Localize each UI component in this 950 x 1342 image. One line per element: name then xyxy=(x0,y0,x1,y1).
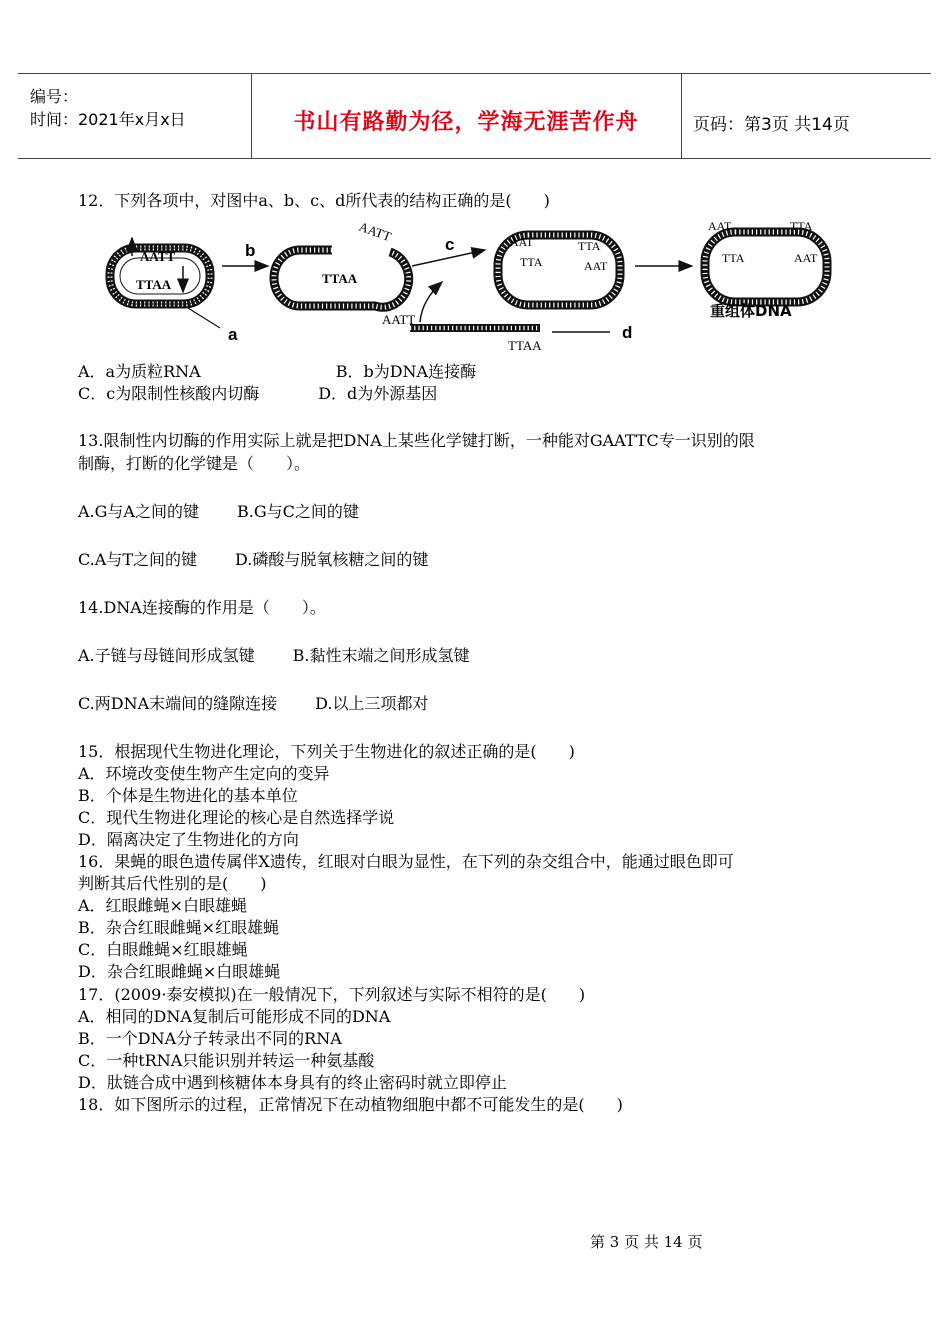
q14-opt-b: B.黏性末端之间形成氢键 xyxy=(292,646,470,665)
page-info: 页码：第3页 共14页 xyxy=(693,115,850,135)
seq-ttaa: TTAA xyxy=(136,277,172,292)
page-header xyxy=(18,73,931,159)
label-b: b xyxy=(245,241,256,260)
seq-ttaa-2: TTAA xyxy=(322,271,358,286)
q13-opt-d: D.磷酸与脱氧核糖之间的键 xyxy=(235,550,429,569)
q12-options-row2 xyxy=(78,384,437,404)
frag-right: TTAA xyxy=(508,338,542,353)
frag-left: AATT xyxy=(382,312,416,327)
ring-right-mid: AAT xyxy=(584,259,608,273)
motto: 书山有路勤为径，学海无涯苦作舟 xyxy=(293,110,639,135)
q13-opt-a: A.G与A之间的键 xyxy=(78,502,199,521)
q14-options-row2 xyxy=(78,694,429,714)
q12-opt-d: D．d为外源基因 xyxy=(318,384,438,403)
q16-opt-b: B．杂合红眼雌蝇×红眼雄蝇 xyxy=(78,918,280,937)
q17-opt-b: B．一个DNA分子转录出不同的RNA xyxy=(78,1029,342,1048)
q17-opt-c: C．一种tRNA只能识别并转运一种氨基酸 xyxy=(78,1051,375,1070)
q14-opt-c: C.两DNA末端间的缝隙连接 xyxy=(78,694,278,713)
q14-opt-d: D.以上三项都对 xyxy=(315,694,429,713)
q16-stem-1: 16．果蝇的眼色遗传属伴X遗传，红眼对白眼为显性，在下列的杂交组合中，能通过眼色即可 xyxy=(78,852,734,871)
header-page-cell xyxy=(681,74,931,158)
header-meta-cell xyxy=(18,74,252,158)
recomb-right-top: TTA xyxy=(790,219,813,233)
label-c: c xyxy=(445,235,455,254)
seq-aatt: AATT xyxy=(140,249,176,264)
q16-opt-c: C．白眼雌蝇×红眼雄蝇 xyxy=(78,940,248,959)
ring-intermediate xyxy=(498,235,620,305)
ring-left-top: AAT xyxy=(510,235,534,249)
recomb-label: 重组体DNA xyxy=(710,302,792,320)
header-motto-cell xyxy=(251,74,682,158)
arrow-fragment xyxy=(420,282,442,322)
q16-opt-d: D．杂合红眼雌蝇×白眼雄蝇 xyxy=(78,962,281,981)
q17-opt-a: A．相同的DNA复制后可能形成不同的DNA xyxy=(78,1007,391,1026)
q14-options-row1 xyxy=(78,646,470,666)
q17-opt-d: D．肽链合成中遇到核糖体本身具有的终止密码时就立即停止 xyxy=(78,1073,507,1092)
q14-stem: 14.DNA连接酶的作用是（ ）。 xyxy=(78,598,326,617)
q15-opt-a: A．环境改变使生物产生定向的变异 xyxy=(78,764,330,783)
q16-stem-2: 判断其后代性别的是( ) xyxy=(78,874,267,893)
q15-opt-b: B．个体是生物进化的基本单位 xyxy=(78,786,298,805)
time-label: 时间：2021年x月x日 xyxy=(30,110,186,129)
ring-recombinant xyxy=(705,219,827,320)
q12-opt-b: B．b为DNA连接酶 xyxy=(335,362,477,381)
q13-stem-1: 13.限制性内切酶的作用实际上就是把DNA上某些化学键打断，一种能对GAATTC专一识别的限 xyxy=(78,431,755,450)
q14-opt-a: A.子链与母链间形成氢键 xyxy=(78,646,255,665)
q13-stem-2: 制酶，打断的化学键是（ ）。 xyxy=(78,454,311,473)
restriction-diagram xyxy=(100,210,860,360)
q18-stem: 18．如下图所示的过程，正常情况下在动植物细胞中都不可能发生的是( ) xyxy=(78,1095,623,1114)
label-a: a xyxy=(228,325,238,344)
q16-opt-a: A．红眼雌蝇×白眼雄蝇 xyxy=(78,896,247,915)
number-label: 编号： xyxy=(30,87,79,106)
recomb-left-top: AAT xyxy=(708,219,732,233)
recomb-right-mid: AAT xyxy=(794,251,818,265)
q13-opt-c: C.A与T之间的键 xyxy=(78,550,197,569)
q15-stem: 15．根据现代生物进化理论，下列关于生物进化的叙述正确的是( ) xyxy=(78,742,575,761)
plasmid-open xyxy=(274,219,409,307)
q17-stem: 17．(2009·泰安模拟)在一般情况下，下列叙述与实际不相符的是( ) xyxy=(78,985,586,1004)
q12-options-row1 xyxy=(78,362,476,382)
plasmid-1 xyxy=(110,238,210,304)
q12-opt-a: A．a为质粒RNA xyxy=(78,362,201,381)
q15-opt-d: D．隔离决定了生物进化的方向 xyxy=(78,830,299,849)
pointer-a xyxy=(188,308,220,328)
q13-options-row2 xyxy=(78,550,428,570)
end-aatt-top: AATT xyxy=(356,218,394,245)
q13-opt-b: B.G与C之间的键 xyxy=(236,502,359,521)
page-footer: 第 3 页 共 14 页 xyxy=(590,1233,703,1251)
q15-opt-c: C．现代生物进化理论的核心是自然选择学说 xyxy=(78,808,395,827)
fragment-d xyxy=(382,312,542,353)
ring-right-top: TTA xyxy=(578,239,601,253)
label-d: d xyxy=(622,323,633,342)
recomb-left-mid: TTA xyxy=(722,251,745,265)
q12-opt-c: C．c为限制性核酸内切酶 xyxy=(78,384,260,403)
ring-left-mid: TTA xyxy=(520,255,543,269)
q12-stem: 12．下列各项中，对图中a、b、c、d所代表的结构正确的是( ) xyxy=(78,191,550,210)
q13-options-row1 xyxy=(78,502,359,522)
